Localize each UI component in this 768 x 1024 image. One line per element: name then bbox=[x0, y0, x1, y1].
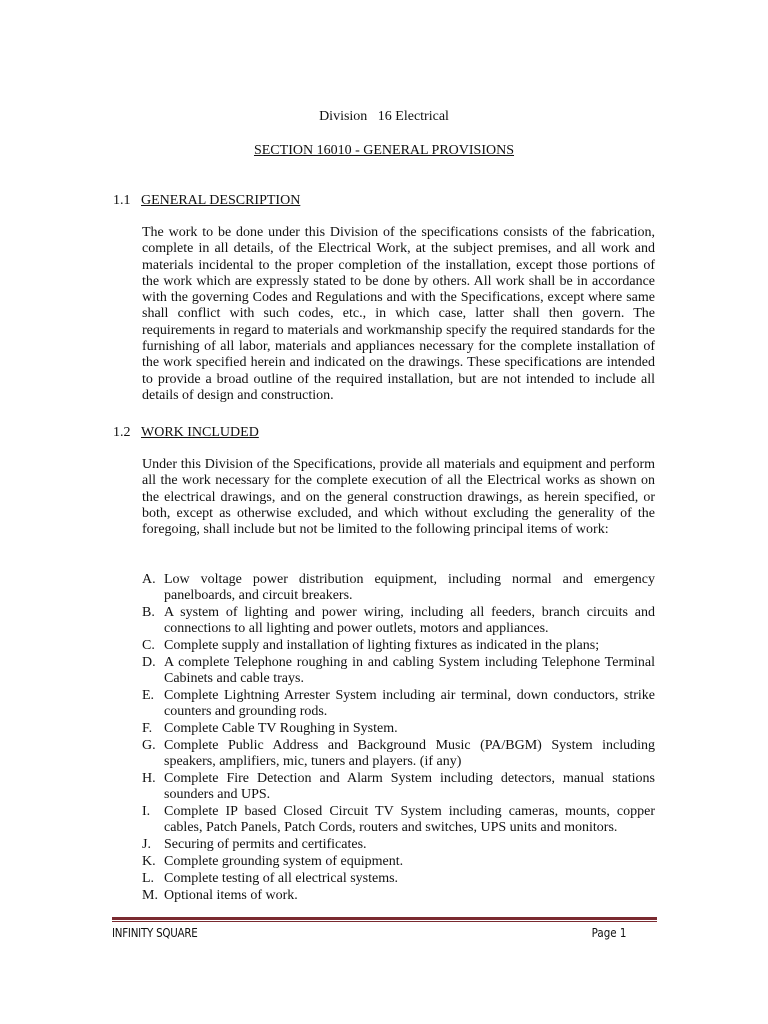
item-letter: D. bbox=[142, 654, 156, 670]
list-item bbox=[142, 871, 655, 887]
item-letter: L. bbox=[142, 870, 155, 886]
list-item bbox=[142, 655, 655, 688]
work-items-list bbox=[142, 572, 655, 904]
item-letter: F. bbox=[142, 721, 153, 737]
heading-work-included bbox=[113, 424, 259, 442]
footer-divider bbox=[112, 917, 657, 920]
item-text: Complete supply and installation of lighting fixtures as indicated in the plans; bbox=[164, 638, 600, 654]
heading-number: 1.2 bbox=[113, 425, 131, 440]
item-text: Complete testing of all electrical systems. bbox=[164, 870, 399, 886]
list-item bbox=[142, 572, 655, 605]
heading-number: 1.1 bbox=[113, 193, 131, 208]
item-text: Complete Cable TV Roughing in System. bbox=[164, 721, 398, 737]
item-text: Low voltage power distribution equipment, including normal and emergency panelboards, and circuit breakers. bbox=[164, 572, 655, 604]
item-text: Complete Fire Detection and Alarm System including detectors, manual stations sounders and UPS. bbox=[164, 771, 655, 803]
page-footer bbox=[112, 925, 626, 941]
item-letter: K. bbox=[142, 854, 156, 870]
item-letter: H. bbox=[142, 771, 156, 787]
list-item bbox=[142, 854, 655, 870]
division-title: Division 16 Electrical bbox=[319, 109, 449, 124]
list-item bbox=[142, 804, 655, 837]
work-included-paragraph: Under this Division of the Specifications, provide all materials and equipment and perform all the work necessary for the complete execution of all the Electrical works as shown on the electrical drawings, and on the general construction drawings, as herein specified, or both, except as otherwise excluded, and which without excluding the generality of the foregoing, shall include but not be limited to the following principal items of work: bbox=[142, 457, 655, 538]
item-text: A complete Telephone roughing in and cabling System including Telephone Terminal Cabinets and cable trays. bbox=[164, 654, 655, 687]
general-description-paragraph: The work to be done under this Division of the specifications consists of the fabrication, complete in all details, of the Electrical Work, at the subject premises, and all work and materials incidental to the proper completion of the installation, except those portions of the work which are expressly stated to be done by others. All work shall be in accordance with the governing Codes and Regulations and with the Specifications, except where same shall conflict with such codes, etc., in which case, latter shall then govern. The requirements in regard to materials and workmanship specify the required standards for the furnishing of all labor, materials and appliances necessary for the complete installation of the work specified herein and indicated on the drawings. These specifications are intended to provide a broad outline of the required installation, but are not intended to include all details of design and construction. bbox=[142, 225, 655, 403]
list-item bbox=[142, 721, 655, 737]
item-text: Complete IP based Closed Circuit TV System including cameras, mounts, copper cables, Patch Panels, Patch Cords, routers and switches, UPS units and monitors. bbox=[164, 804, 655, 836]
item-text: Complete grounding system of equipment. bbox=[164, 854, 404, 870]
item-letter: C. bbox=[142, 638, 155, 654]
list-item bbox=[142, 688, 655, 721]
list-item bbox=[142, 771, 655, 804]
heading-general-description bbox=[113, 192, 300, 210]
item-letter: E. bbox=[142, 688, 155, 704]
item-text: Optional items of work. bbox=[164, 887, 298, 903]
list-item bbox=[142, 837, 655, 853]
list-item bbox=[142, 888, 655, 904]
list-item bbox=[142, 638, 655, 654]
item-text: Securing of permits and certificates. bbox=[164, 837, 367, 853]
footer-page-number: Page 1 bbox=[591, 926, 626, 940]
item-text: Complete Public Address and Background Music (PA/BGM) System including speakers, amplifiers, mic, tuners and players. (if any) bbox=[164, 737, 655, 770]
item-letter: J. bbox=[142, 837, 151, 853]
footer-divider-thin bbox=[112, 921, 657, 922]
section-title-text: SECTION 16010 - GENERAL PROVISIONS bbox=[253, 143, 515, 158]
item-letter: A. bbox=[142, 572, 156, 587]
item-letter: M. bbox=[142, 887, 158, 903]
list-item bbox=[142, 605, 655, 638]
item-text: Complete Lightning Arrester System including air terminal, down conductors, strike counters and grounding rods. bbox=[164, 688, 655, 720]
heading-title: WORK INCLUDED bbox=[141, 425, 259, 440]
item-text: A system of lighting and power wiring, including all feeders, branch circuits and connections to all lighting and power outlets, motors and appliances. bbox=[164, 605, 655, 637]
list-item bbox=[142, 738, 655, 771]
item-letter: I. bbox=[142, 804, 151, 820]
footer-project-name: INFINITY SQUARE bbox=[112, 926, 198, 940]
heading-title: GENERAL DESCRIPTION bbox=[141, 193, 301, 208]
section-title bbox=[0, 142, 768, 160]
item-letter: G. bbox=[142, 737, 156, 753]
item-letter: B. bbox=[142, 605, 155, 621]
